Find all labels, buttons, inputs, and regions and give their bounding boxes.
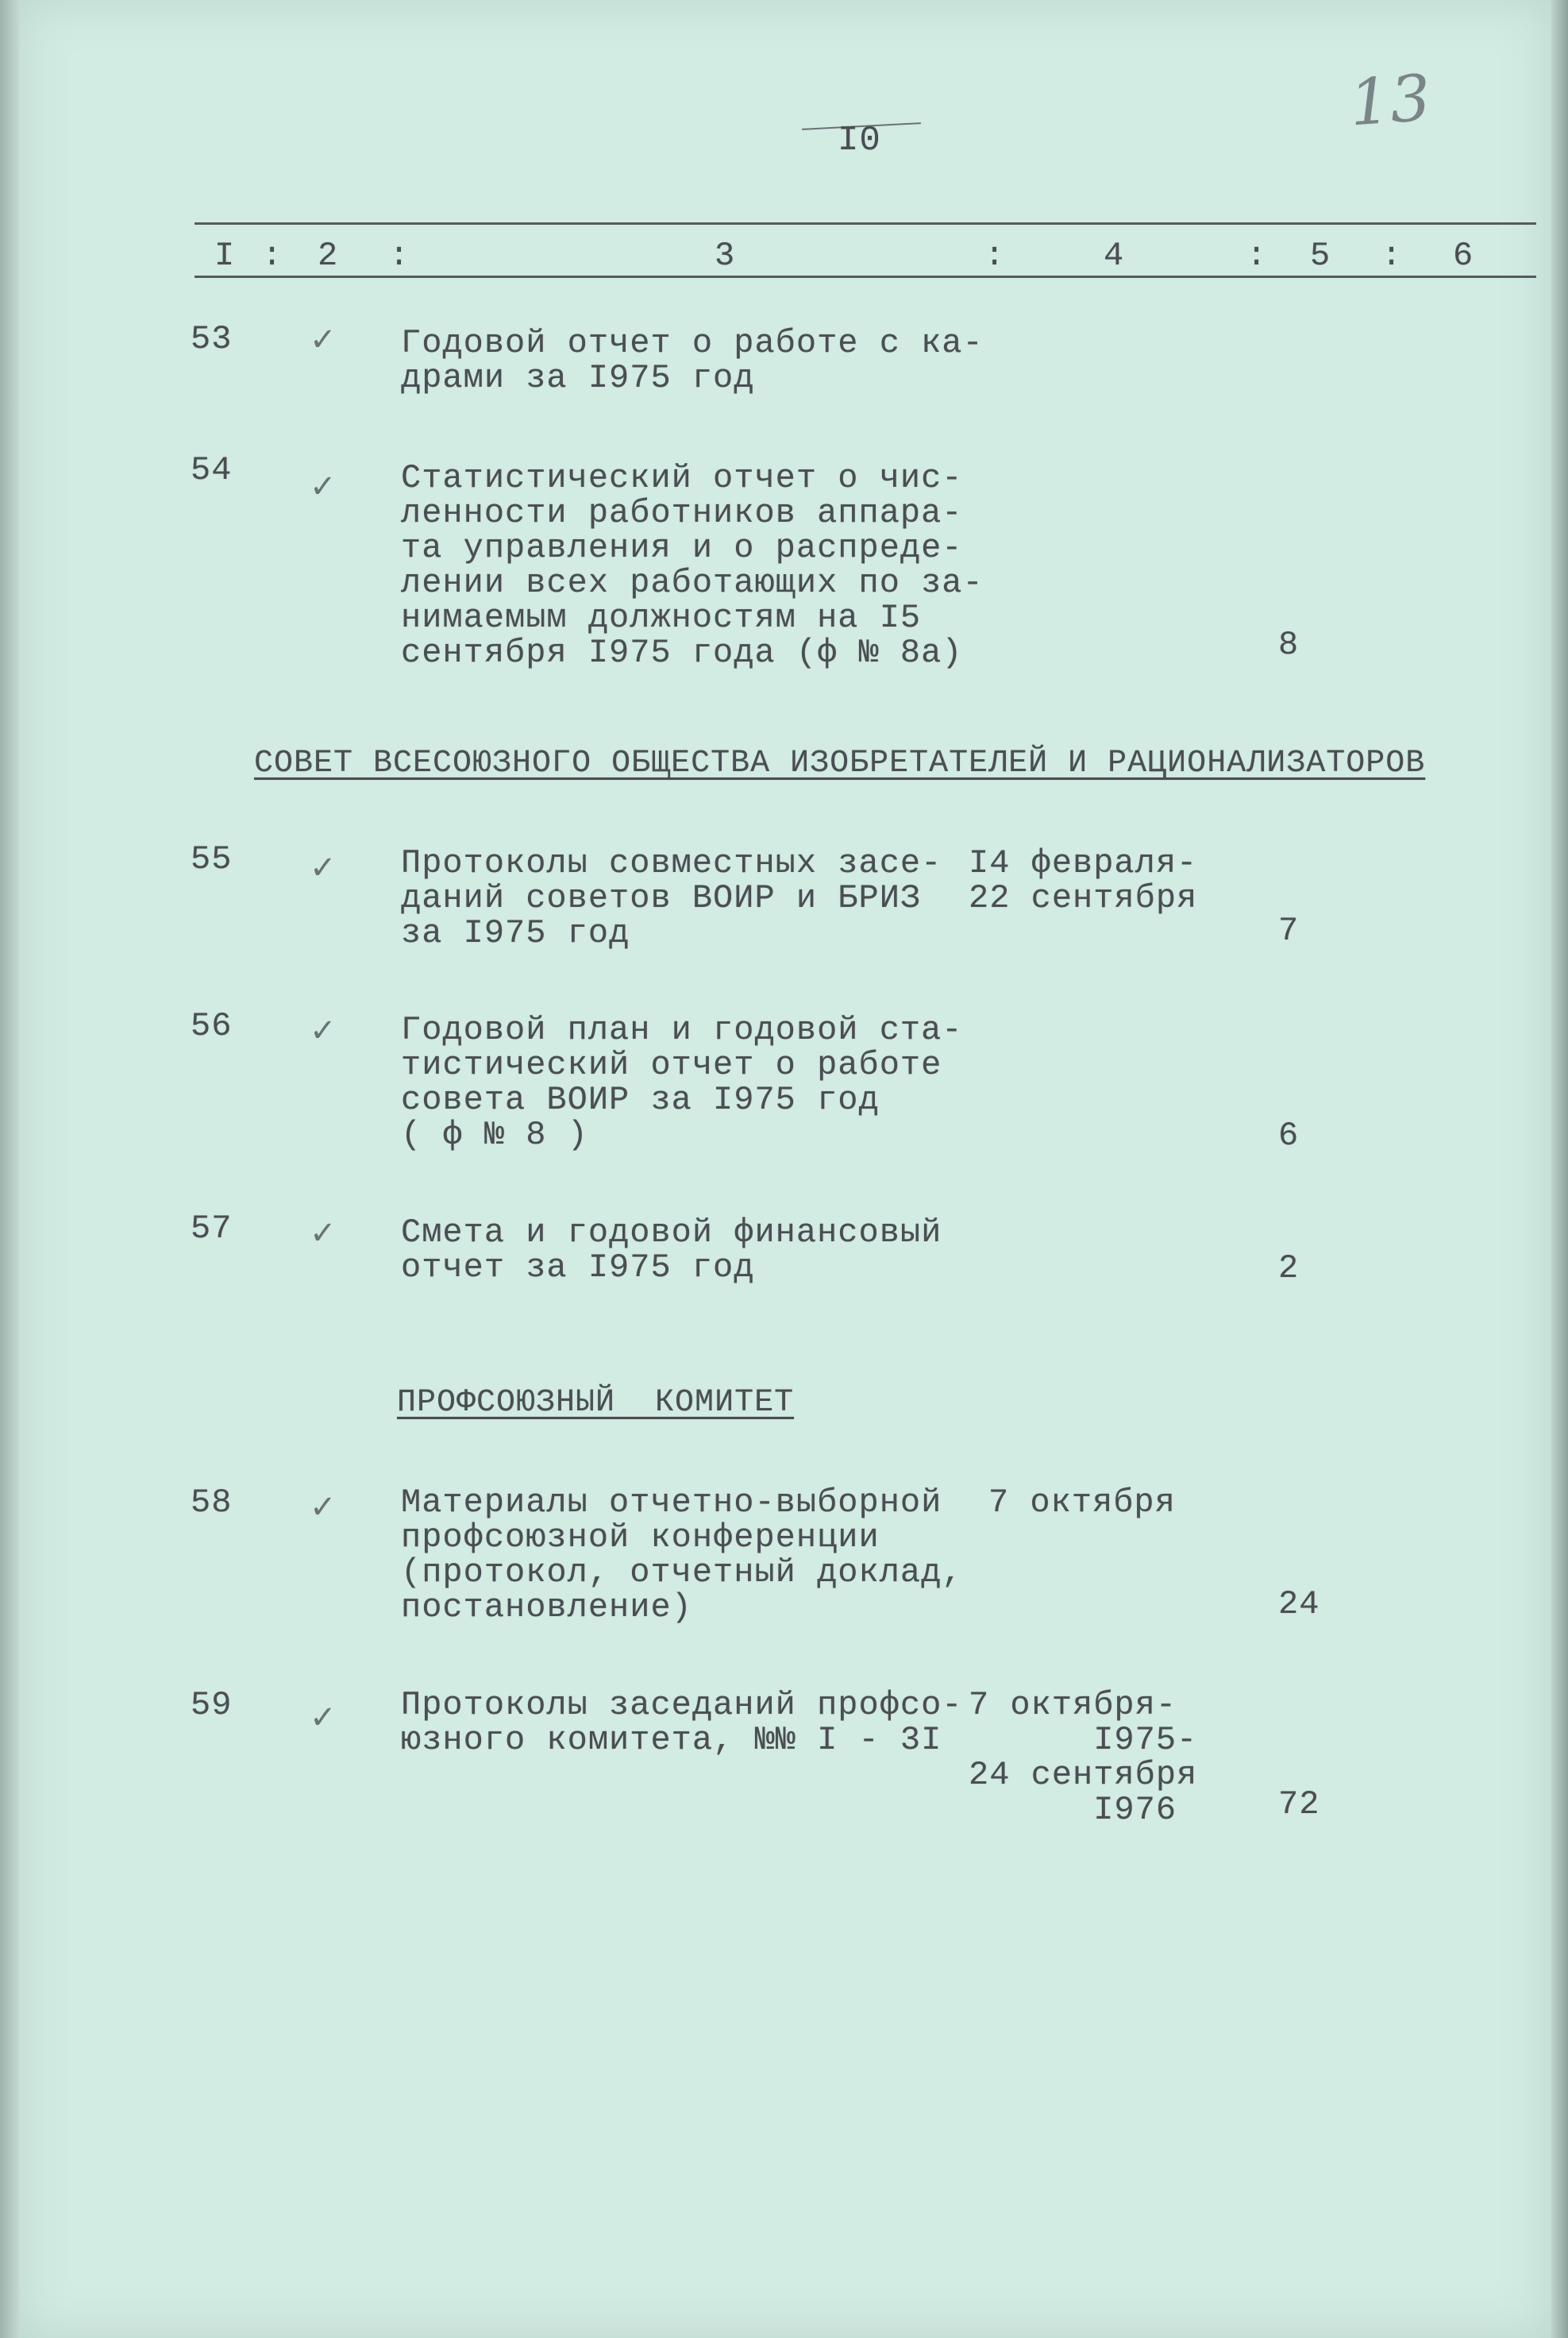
entry-59-checkmark: ✓ [310, 1699, 337, 1736]
header-col-5: 5 [1310, 237, 1331, 275]
header-sep: : [984, 237, 1006, 275]
archive-sheet-number: 13 [1346, 60, 1433, 141]
entry-57-checkmark: ✓ [310, 1215, 337, 1252]
entry-55-checkmark: ✓ [310, 850, 337, 886]
page-number: I0 [838, 121, 881, 160]
header-sep: : [389, 237, 410, 275]
entry-54-description: Статистический отчет о чис- ленности работников аппара- та управления и о распреде- лении всех работающих по за- нимаемым должностям на I5 сентября I975 года (ф № 8а) [401, 459, 984, 672]
header-col-2: 2 [318, 237, 339, 275]
binding-edge [0, 0, 19, 2338]
entry-55-number: 55 [191, 840, 233, 878]
header-sep: : [262, 237, 283, 275]
header-sep: : [1246, 237, 1268, 275]
entry-53-number: 53 [191, 320, 233, 358]
entry-55-dates: I4 февраля- 22 сентября [969, 844, 1198, 917]
entry-59-number: 59 [191, 1686, 233, 1724]
entry-59-dates: 7 октября- I975- 24 сентября I976 [969, 1686, 1198, 1829]
entry-56-sheet-count: 6 [1278, 1117, 1300, 1155]
entry-54-checkmark: ✓ [310, 469, 337, 505]
entry-55-description: Протоколы совместных засе- даний советов ВОИР и БРИЗ за I975 год [401, 844, 942, 952]
entry-58-description: Материалы отчетно-выборной профсоюзной конференции (протокол, отчетный доклад, постановление) [401, 1483, 963, 1626]
page-edge [1551, 0, 1568, 2338]
header-col-4: 4 [1104, 237, 1125, 275]
entry-59-description: Протоколы заседаний профсо- юзного комитета, №№ I - 3I [401, 1686, 963, 1759]
entry-58-checkmark: ✓ [310, 1489, 337, 1526]
table-header-rule-top [195, 222, 1536, 225]
entry-53-description: Годовой отчет о работе с ка- драми за I975 год [401, 324, 984, 397]
section-heading-voir: СОВЕТ ВСЕСОЮЗНОГО ОБЩЕСТВА ИЗОБРЕТАТЕЛЕЙ И РАЦИОНАЛИЗАТОРОВ [254, 746, 1426, 781]
entry-56-checkmark: ✓ [310, 1013, 337, 1049]
entry-54-sheet-count: 8 [1278, 626, 1300, 664]
entry-56-number: 56 [191, 1007, 233, 1045]
entry-57-number: 57 [191, 1210, 233, 1248]
entry-55-sheet-count: 7 [1278, 912, 1300, 950]
entry-57-sheet-count: 2 [1278, 1249, 1300, 1287]
section-heading-profkom: ПРОФСОЮЗНЫЙ КОМИТЕТ [397, 1385, 795, 1421]
table-header-rule-bottom [195, 276, 1536, 278]
entry-58-number: 58 [191, 1483, 233, 1522]
entry-57-description: Смета и годовой финансовый отчет за I975 год [401, 1213, 942, 1287]
header-col-3: 3 [715, 237, 736, 275]
header-col-6: 6 [1453, 237, 1474, 275]
entry-58-dates: 7 октября [988, 1483, 1176, 1522]
header-sep: : [1381, 237, 1403, 275]
header-col-1: I [214, 237, 236, 275]
entry-54-number: 54 [191, 451, 233, 489]
entry-59-sheet-count: 72 [1278, 1785, 1320, 1823]
entry-53-checkmark: ✓ [310, 322, 337, 358]
entry-56-description: Годовой план и годовой ста- тистический отчет о работе совета ВОИР за I975 год ( ф № 8 ) [401, 1011, 963, 1154]
entry-58-sheet-count: 24 [1278, 1585, 1320, 1623]
